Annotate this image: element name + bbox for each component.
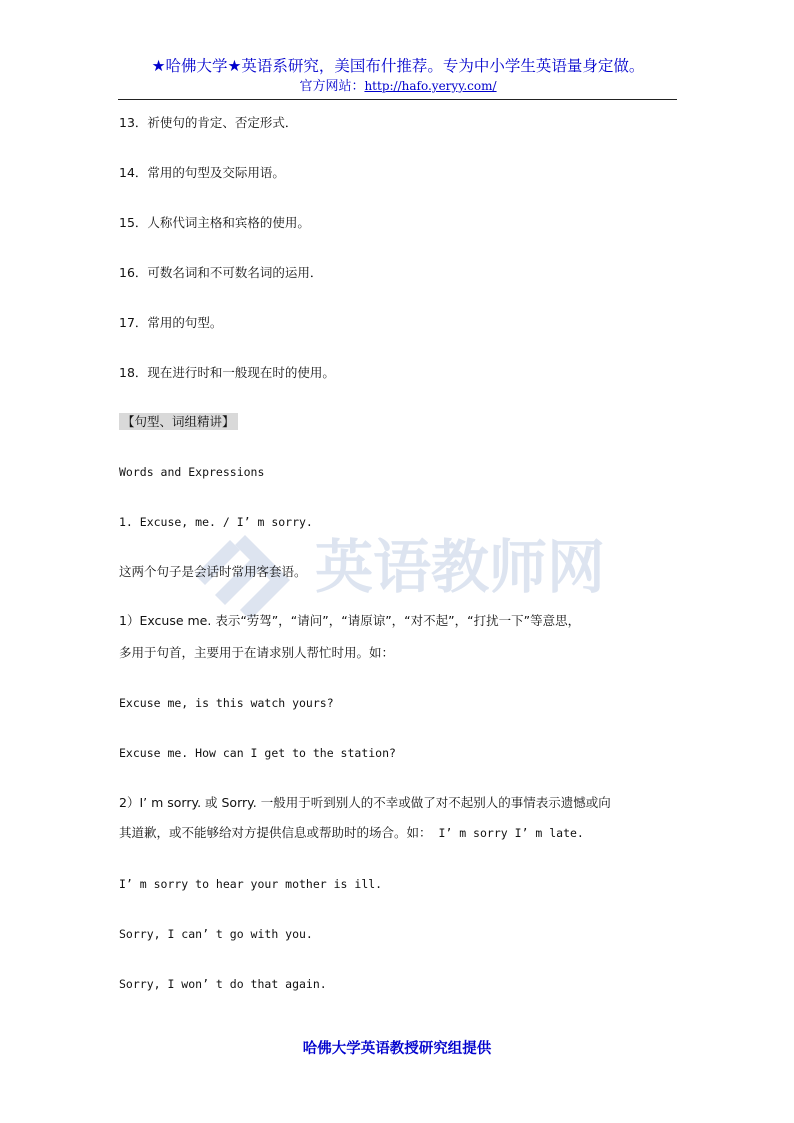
list-item-18: 18．现在进行时和一般现在时的使用。 bbox=[119, 365, 335, 380]
example-3: I’ m sorry to hear your mother is ill. bbox=[119, 877, 383, 891]
example-1: Excuse me, is this watch yours? bbox=[119, 696, 334, 710]
paragraph-2-line-1: 2）I’ m sorry. 或 Sorry. 一般用于听到别人的不幸或做了对不起别人的事情表示遗憾或向 bbox=[119, 795, 611, 810]
item-1-heading: 1. Excuse, me. / I’ m sorry. bbox=[119, 515, 313, 529]
example-2: Excuse me. How can I get to the station? bbox=[119, 746, 396, 760]
watermark-text: 英语教师网 bbox=[315, 533, 606, 601]
paragraph-2-line-2 bbox=[119, 825, 584, 841]
list-item-14: 14．常用的句型及交际用语。 bbox=[119, 165, 285, 180]
paragraph-2-text: 其道歉，或不能够给对方提供信息或帮助时的场合。如： bbox=[119, 825, 432, 840]
paragraph-1-line-1: 1）Excuse me. 表示“劳驾”，“请问”，“请原谅”，“对不起”，“打扰一下”等意思， bbox=[119, 613, 581, 628]
list-item-16: 16．可数名词和不可数名词的运用． bbox=[119, 265, 323, 280]
list-item-15: 15．人称代词主格和宾格的使用。 bbox=[119, 215, 310, 230]
paragraph-2-example: I’ m sorry I’ m late. bbox=[431, 826, 584, 840]
header-title: ★哈佛大学★英语系研究，美国布什推荐。专为中小学生英语量身定做。 bbox=[151, 57, 645, 75]
words-heading: Words and Expressions bbox=[119, 465, 265, 479]
list-item-13: 13．祈使句的肯定、否定形式． bbox=[119, 115, 298, 130]
site-url-link[interactable]: http://hafo.yeryy.com/ bbox=[364, 79, 497, 93]
site-label: 官方网站： bbox=[299, 79, 365, 94]
page-footer: 哈佛大学英语教授研究组提供 bbox=[302, 1041, 492, 1057]
page-header bbox=[118, 56, 678, 97]
section-heading: 【句型、词组精讲】 bbox=[119, 413, 238, 430]
example-4: Sorry, I can’ t go with you. bbox=[119, 927, 313, 941]
header-site bbox=[118, 76, 678, 97]
header-divider bbox=[118, 99, 677, 100]
example-5: Sorry, I won’ t do that again. bbox=[119, 977, 327, 991]
intro-text: 这两个句子是会话时常用客套语。 bbox=[119, 564, 307, 579]
paragraph-1-line-2: 多用于句首，主要用于在请求别人帮忙时用。如： bbox=[119, 645, 395, 660]
section-heading-wrapper bbox=[119, 414, 238, 430]
list-item-17: 17．常用的句型。 bbox=[119, 315, 223, 330]
